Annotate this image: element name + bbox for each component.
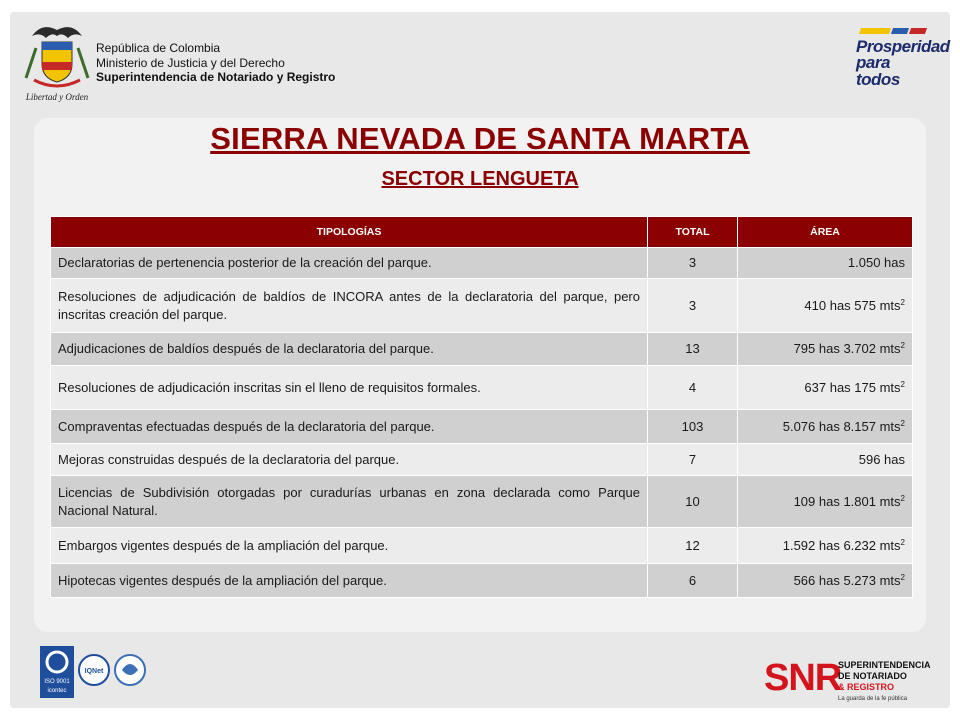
table-row [51,410,913,444]
cell-tipologia: Licencias de Subdivisión otorgadas por curadurías urbanas en zona declarada como Parque Nacional Natural. [51,476,648,528]
table-row [51,248,913,279]
page-title: SIERRA NEVADA DE SANTA MARTA [210,121,750,156]
cell-tipologia: Resoluciones de adjudicación inscritas sin el lleno de requisitos formales. [51,366,648,410]
table-row [51,476,913,528]
cert-icontec-label: icontec [47,688,67,694]
cell-total: 12 [648,528,738,564]
snr-line3: & REGISTRO [838,682,895,692]
cell-tipologia: Hipotecas vigentes después de la ampliación del parque. [51,564,648,598]
colombia-coat-of-arms-icon [22,18,92,104]
snr-tagline: La guarda de la fe pública [838,696,908,702]
cell-tipologia: Mejoras construidas después de la declaratoria del parque. [51,444,648,476]
iso-icontec-iqnet-icon [38,640,148,706]
area-exponent: 2 [900,379,905,389]
header-total: TOTAL [648,217,738,248]
certification-logos [38,640,148,706]
cell-total: 6 [648,564,738,598]
snr-line1: SUPERINTENDENCIA [838,660,931,670]
prosperidad-line2: para todos [856,53,900,89]
snr-name-block [838,660,931,693]
gov-line-ministry: Ministerio de Justicia y del Derecho [96,55,285,70]
header-tipologias: TIPOLOGÍAS [51,217,648,248]
cell-area [738,564,913,598]
cert-iso-label: ISO 9001 [44,679,70,685]
cell-total: 4 [648,366,738,410]
prosperidad-line1: Prosperidad [856,37,950,56]
cell-area [738,528,913,564]
prosperidad-para-todos-logo [852,30,950,89]
table-header-row [51,217,913,248]
cell-area [738,410,913,444]
page-subtitle: SECTOR LENGUETA [381,168,579,190]
area-value: 410 has 575 mts [804,297,901,313]
cell-area [738,444,913,476]
snr-logo [764,654,931,704]
cell-tipologia: Embargos vigentes después de la ampliación del parque. [51,528,648,564]
cell-area [738,366,913,410]
crest-motto: Libertad y Orden [25,92,89,102]
area-exponent: 2 [900,418,905,428]
cell-area [738,333,913,366]
area-value: 1.050 has [847,255,905,270]
gov-line-country: República de Colombia [96,41,221,55]
cell-tipologia: Resoluciones de adjudicación de baldíos de INCORA antes de la declaratoria del parque, pero inscritas creación del parque. [51,279,648,333]
area-exponent: 2 [900,572,905,582]
area-value: 596 has [858,451,905,467]
table-row [51,333,913,366]
gov-line-superintendencia: Superintendencia de Notariado y Registro [96,70,336,84]
cell-tipologia: Declaratorias de pertenencia posterior de la creación del parque. [51,248,648,279]
area-exponent: 2 [900,493,905,503]
table-row [51,444,913,476]
government-entity-block [96,41,335,85]
area-value: 795 has 3.702 mts [793,341,901,356]
cell-tipologia: Compraventas efectuadas después de la declaratoria del parque. [51,410,648,444]
area-exponent: 2 [900,297,905,307]
cell-total: 7 [648,444,738,476]
area-exponent: 2 [900,341,905,350]
area-value: 109 has 1.801 mts [793,493,901,509]
header-area: ÁREA [738,217,913,248]
cell-total: 3 [648,279,738,333]
table-row [51,366,913,410]
table-row [51,279,913,333]
header [0,0,960,115]
snr-mark: SNR [764,657,842,699]
cell-total: 3 [648,248,738,279]
area-exponent: 2 [900,537,905,547]
cell-total: 13 [648,333,738,366]
tipologias-table [50,216,913,598]
cell-area [738,279,913,333]
area-value: 566 has 5.273 mts [793,572,901,588]
table-row [51,528,913,564]
cell-area [738,248,913,279]
cell-total: 103 [648,410,738,444]
cell-total: 10 [648,476,738,528]
snr-line2: DE NOTARIADO [838,671,907,681]
cert-iqnet-label: IQNet [84,668,104,675]
area-value: 1.592 has 6.232 mts [782,537,901,553]
area-value: 5.076 has 8.157 mts [782,418,901,434]
area-value: 637 has 175 mts [804,379,901,395]
cell-tipologia: Adjudicaciones de baldíos después de la declaratoria del parque. [51,333,648,366]
table-row [51,564,913,598]
cell-area [738,476,913,528]
